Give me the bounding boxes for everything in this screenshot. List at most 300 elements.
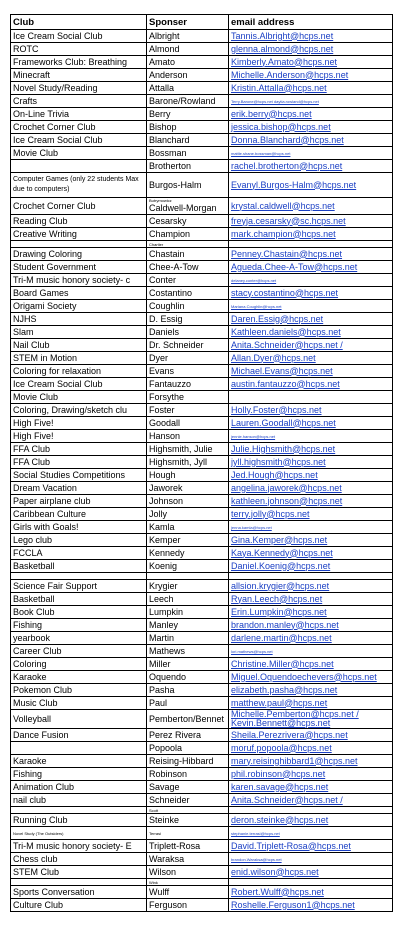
sponsor-name: Chastain xyxy=(149,248,185,259)
club-cell: Karaoke xyxy=(11,671,147,684)
email-link[interactable]: jyll.highsmith@hcps.net xyxy=(229,456,393,469)
sponsor-cell xyxy=(147,645,229,658)
sponsor-cell xyxy=(147,261,229,274)
email-link[interactable]: phil.robinson@hcps.net xyxy=(229,768,393,781)
sponsor-name: Anderson xyxy=(149,69,188,80)
table-row xyxy=(11,482,393,495)
club-cell: FFA Club xyxy=(11,456,147,469)
club-cell: Coloring xyxy=(11,658,147,671)
sponsor-name: Oquendo xyxy=(149,671,187,682)
sponsor-cell xyxy=(147,417,229,430)
sponsor-cell xyxy=(147,82,229,95)
sponsor-name: Berry xyxy=(149,108,171,119)
email-link[interactable]: David.Triplett-Rosa@hcps.net xyxy=(229,840,393,853)
table-row xyxy=(11,814,393,827)
sponsor-name: Pasha xyxy=(149,684,175,695)
email-link[interactable]: krystal.caldwell@hcps.net xyxy=(229,198,393,215)
sponsor-name: Pemberton/Bennet xyxy=(149,713,225,724)
club-cell: Slam xyxy=(11,326,147,339)
sponsor-name: Kennedy xyxy=(149,547,185,558)
sponsor-cell xyxy=(147,300,229,313)
table-row xyxy=(11,710,393,729)
club-cell: Coloring, Drawing/sketch clu xyxy=(11,404,147,417)
sponsor-cell xyxy=(147,807,229,814)
table-row xyxy=(11,794,393,807)
table-row xyxy=(11,899,393,912)
email-link[interactable]: karen.savage@hcps.net xyxy=(229,781,393,794)
sponsor-name: Leech xyxy=(149,593,174,604)
sponsor-name: Caldwell-Morgan xyxy=(149,203,217,213)
sponsor-cell xyxy=(147,215,229,228)
club-cell: Pokemon Club xyxy=(11,684,147,697)
sponsor-cell xyxy=(147,580,229,593)
table-row xyxy=(11,560,393,573)
sponsor-name: Costantino xyxy=(149,287,193,298)
sponsor-name: Daniels xyxy=(149,326,180,337)
email-link xyxy=(229,573,393,580)
club-cell: FFA Club xyxy=(11,443,147,456)
table-row xyxy=(11,469,393,482)
table-row xyxy=(11,742,393,755)
table-row xyxy=(11,300,393,313)
sponsor-cell xyxy=(147,482,229,495)
email-link[interactable]: Miguel.Oquendoechevers@hcps.net xyxy=(229,671,393,684)
sponsor-cell xyxy=(147,69,229,82)
sponsor-cell xyxy=(147,866,229,879)
sponsor-cell xyxy=(147,521,229,534)
table-row xyxy=(11,248,393,261)
sponsor-cell xyxy=(147,173,229,198)
email-link[interactable]: Agueda.Chee-A-Tow@hcps.net xyxy=(229,261,393,274)
club-sponsor-sheet xyxy=(10,14,392,912)
sponsor-name: Terrasi xyxy=(149,830,162,836)
table-row xyxy=(11,326,393,339)
sponsor-cell xyxy=(147,560,229,573)
sponsor-cell xyxy=(147,313,229,326)
sponsor-cell xyxy=(147,794,229,807)
email-link[interactable]: erik.berry@hcps.net xyxy=(229,108,393,121)
email-link xyxy=(229,807,393,814)
header-row xyxy=(11,15,393,30)
sponsor-name: Johnson xyxy=(149,495,184,506)
email-link[interactable] xyxy=(229,710,393,729)
email-link[interactable]: Gina.Kemper@hcps.net xyxy=(229,534,393,547)
sponsor-cell xyxy=(147,697,229,710)
club-cell: Chess club xyxy=(11,853,147,866)
club-cell: Board Games xyxy=(11,287,147,300)
sponsor-name: Steinke xyxy=(149,814,180,825)
email-link[interactable]: rachel.brotherton@hcps.net xyxy=(229,160,393,173)
club-cell xyxy=(11,160,147,173)
table-row xyxy=(11,108,393,121)
sponsor-cell xyxy=(147,30,229,43)
table-row xyxy=(11,684,393,697)
table-row xyxy=(11,160,393,173)
sponsor-cell xyxy=(147,671,229,684)
sponsor-cell xyxy=(147,365,229,378)
club-table xyxy=(10,14,393,912)
sponsor-cell xyxy=(147,547,229,560)
sponsor-name: Kamla xyxy=(149,521,175,532)
sponsor-note: Scott xyxy=(149,807,159,813)
sponsor-note: Butrymowicz xyxy=(149,198,172,203)
table-row xyxy=(11,147,393,160)
club-cell: Crochet Corner Club xyxy=(11,198,147,215)
table-row xyxy=(11,606,393,619)
table-row xyxy=(11,729,393,742)
sponsor-name: Wilson xyxy=(149,866,177,877)
email-link[interactable]: kathleen.johnson@hcps.net xyxy=(229,495,393,508)
email-link[interactable]: terry.jolly@hcps.net xyxy=(229,508,393,521)
club-cell: Basketball xyxy=(11,593,147,606)
sponsor-name: Evans xyxy=(149,365,175,376)
sponsor-name: Dr. Schneider xyxy=(149,339,204,350)
email-link[interactable]: Terry.Barone@hcps.net daytia.rowland@hcps.net xyxy=(229,95,393,108)
sponsor-name: Bishop xyxy=(149,121,177,132)
table-row xyxy=(11,121,393,134)
table-row xyxy=(11,95,393,108)
sponsor-cell xyxy=(147,378,229,391)
sponsor-note: Wink xyxy=(149,879,158,885)
email-link[interactable]: delaney.conter@hcps.net xyxy=(229,274,393,287)
sponsor-cell xyxy=(147,228,229,241)
sponsor-cell xyxy=(147,729,229,742)
sponsor-name: Coughlin xyxy=(149,300,185,311)
sponsor-name: Brotherton xyxy=(149,160,192,171)
sponsor-cell xyxy=(147,606,229,619)
sponsor-cell xyxy=(147,241,229,248)
club-cell: Ice Cream Social Club xyxy=(11,30,147,43)
email-link[interactable]: moruf.popoola@hcps.net xyxy=(229,742,393,755)
sponsor-name: D. Essig xyxy=(149,313,183,324)
club-cell: Drawing Coloring xyxy=(11,248,147,261)
sponsor-name: Amato xyxy=(149,56,176,67)
sponsor-cell xyxy=(147,404,229,417)
sponsor-cell xyxy=(147,768,229,781)
email-link[interactable]: brandon.Waraksa@hcps.net xyxy=(229,853,393,866)
table-row xyxy=(11,215,393,228)
club-cell: yearbook xyxy=(11,632,147,645)
table-row xyxy=(11,886,393,899)
table-row xyxy=(11,43,393,56)
sponsor-name: Perez Rivera xyxy=(149,729,202,740)
table-row xyxy=(11,339,393,352)
club-cell: Fishing xyxy=(11,768,147,781)
club-cell: Volleyball xyxy=(11,710,147,729)
sponsor-name: Waraksa xyxy=(149,853,185,864)
email-link[interactable]: Ryan.Leech@hcps.net xyxy=(229,593,393,606)
table-row xyxy=(11,697,393,710)
sponsor-name: Chee-A-Tow xyxy=(149,261,199,272)
table-row xyxy=(11,573,393,580)
club-cell: Origami Society xyxy=(11,300,147,313)
club-cell: Career Club xyxy=(11,645,147,658)
club-cell: Movie Club xyxy=(11,147,147,160)
club-cell: Movie Club xyxy=(11,391,147,404)
email-link[interactable]: Anita.Schneider@hcps.net / xyxy=(229,794,393,807)
table-row xyxy=(11,173,393,198)
sponsor-name: Mathews xyxy=(149,645,186,656)
email-link[interactable]: Kristin.Attalla@hcps.net xyxy=(229,82,393,95)
club-cell: Crafts xyxy=(11,95,147,108)
club-cell: Social Studies Competitions xyxy=(11,469,147,482)
sponsor-name: Bossman xyxy=(149,147,187,158)
sponsor-cell xyxy=(147,43,229,56)
club-cell: Caribbean Culture xyxy=(11,508,147,521)
email-link[interactable]: allsion.krygier@hcps.net xyxy=(229,580,393,593)
email-link-primary[interactable]: Michelle.Pemberton@hcps.net / xyxy=(231,709,359,719)
email-link[interactable]: jennie.hanson@hcps.net xyxy=(229,430,393,443)
table-body xyxy=(11,30,393,912)
sponsor-name: Cesarsky xyxy=(149,215,187,226)
table-row xyxy=(11,69,393,82)
club-cell: Ice Cream Social Club xyxy=(11,378,147,391)
table-row xyxy=(11,593,393,606)
sponsor-cell xyxy=(147,508,229,521)
sponsor-cell xyxy=(147,108,229,121)
table-row xyxy=(11,287,393,300)
sponsor-cell xyxy=(147,469,229,482)
email-link[interactable]: Evanyl.Burgos-Halm@hcps.net xyxy=(229,173,393,198)
table-row xyxy=(11,827,393,840)
email-link[interactable]: Penney.Chastain@hcps.net xyxy=(229,248,393,261)
sponsor-name: Albright xyxy=(149,30,180,41)
sponsor-name: Kemper xyxy=(149,534,181,545)
club-cell: Girls with Goals! xyxy=(11,521,147,534)
email-link[interactable]: Roshelle.Ferguson1@hcps.net xyxy=(229,899,393,912)
email-link[interactable]: Kimberly.Amato@hcps.net xyxy=(229,56,393,69)
club-cell: Coloring for relaxation xyxy=(11,365,147,378)
sponsor-name: Almond xyxy=(149,43,180,54)
table-row xyxy=(11,228,393,241)
table-row xyxy=(11,866,393,879)
email-link[interactable]: stacy.costantino@hcps.net xyxy=(229,287,393,300)
club-cell: On-Line Trivia xyxy=(11,108,147,121)
sponsor-name: Foster xyxy=(149,404,175,415)
email-link[interactable]: Erin.Lumpkin@hcps.net xyxy=(229,606,393,619)
sponsor-name: Koenig xyxy=(149,560,178,571)
club-cell: nail club xyxy=(11,794,147,807)
sponsor-cell xyxy=(147,198,229,215)
sponsor-cell xyxy=(147,287,229,300)
sponsor-cell xyxy=(147,56,229,69)
club-cell: Sports Conversation xyxy=(11,886,147,899)
sponsor-name: Highsmith, Jyll xyxy=(149,456,208,467)
email-link[interactable]: enid.wilson@hcps.net xyxy=(229,866,393,879)
email-link[interactable]: glenna.almond@hcps.net xyxy=(229,43,393,56)
sponsor-name: Wulff xyxy=(149,886,170,897)
sponsor-name: Dyer xyxy=(149,352,169,363)
sponsor-cell xyxy=(147,326,229,339)
sponsor-name: Krygier xyxy=(149,580,178,591)
email-link[interactable]: brandon.manley@hcps.net xyxy=(229,619,393,632)
club-cell: Ice Cream Social Club xyxy=(11,134,147,147)
email-link[interactable]: deron.steinke@hcps.net xyxy=(229,814,393,827)
email-link[interactable]: jessica.bishop@hcps.net xyxy=(229,121,393,134)
email-link[interactable]: Donna.Blanchard@hcps.net xyxy=(229,134,393,147)
sponsor-name: Savage xyxy=(149,781,180,792)
table-row xyxy=(11,781,393,794)
table-row xyxy=(11,241,393,248)
sponsor-name: Jolly xyxy=(149,508,168,519)
club-cell: Running Club xyxy=(11,814,147,827)
table-row xyxy=(11,198,393,215)
table-row xyxy=(11,404,393,417)
sponsor-name: Manley xyxy=(149,619,179,630)
email-link[interactable]: austin.fantauzzo@hcps.net xyxy=(229,378,393,391)
sponsor-cell xyxy=(147,781,229,794)
email-link[interactable]: mattie.shane.bossman@hcps.net xyxy=(229,147,393,160)
club-cell: High Five! xyxy=(11,430,147,443)
sponsor-cell xyxy=(147,339,229,352)
email-link-secondary[interactable]: Kevin.Bennett@hcps.net xyxy=(231,718,331,728)
club-cell: Lego club xyxy=(11,534,147,547)
sponsor-cell xyxy=(147,95,229,108)
email-link[interactable]: Daren.Essig@hcps.net xyxy=(229,313,393,326)
email-link xyxy=(229,241,393,248)
email-link[interactable]: Julie.Highsmith@hcps.net xyxy=(229,443,393,456)
sponsor-name: Highsmith, Julie xyxy=(149,443,213,454)
table-row xyxy=(11,508,393,521)
email-link[interactable]: Tannis.Albright@hcps.net xyxy=(229,30,393,43)
email-link[interactable]: Anita.Schneider@hcps.net / xyxy=(229,339,393,352)
sponsor-name: Burgos-Halm xyxy=(149,179,202,190)
email-link[interactable]: Allan.Dyer@hcps.net xyxy=(229,352,393,365)
table-row xyxy=(11,313,393,326)
email-link[interactable]: lori.mathews@hcps.net xyxy=(229,645,393,658)
email-link[interactable]: Daniel.Koenig@hcps.net xyxy=(229,560,393,573)
table-row xyxy=(11,853,393,866)
table-row xyxy=(11,30,393,43)
sponsor-cell xyxy=(147,391,229,404)
club-cell: Computer Games (only 22 students Max due to computers) xyxy=(11,173,147,198)
club-cell: FCCLA xyxy=(11,547,147,560)
email-link[interactable]: stephanie.terrasi@hcps.net xyxy=(229,827,393,840)
sponsor-cell xyxy=(147,827,229,840)
club-cell: Tri-M music honory society- c xyxy=(11,274,147,287)
sponsor-cell xyxy=(147,899,229,912)
email-link[interactable]: Michael.Evans@hcps.net xyxy=(229,365,393,378)
table-row xyxy=(11,274,393,287)
email-link[interactable]: jenna.kamla@hcps.net xyxy=(229,521,393,534)
sponsor-cell xyxy=(147,274,229,287)
sponsor-name: Champion xyxy=(149,228,191,239)
email-link[interactable]: Kathleen.daniels@hcps.net xyxy=(229,326,393,339)
sponsor-cell xyxy=(147,853,229,866)
email-link[interactable]: elizabeth.pasha@hcps.net xyxy=(229,684,393,697)
sponsor-cell xyxy=(147,134,229,147)
club-cell xyxy=(11,241,147,248)
club-cell: Animation Club xyxy=(11,781,147,794)
email-link[interactable]: Kaya.Kennedy@hcps.net xyxy=(229,547,393,560)
sponsor-cell xyxy=(147,742,229,755)
club-cell: Frameworks Club: Breathing xyxy=(11,56,147,69)
email-link[interactable]: Michelle.Anderson@hcps.net xyxy=(229,69,393,82)
table-row xyxy=(11,378,393,391)
club-cell: Science Fair Support xyxy=(11,580,147,593)
sponsor-cell xyxy=(147,710,229,729)
email-link[interactable]: freyja.cesarsky@sc.hcps.net xyxy=(229,215,393,228)
sponsor-name: Hanson xyxy=(149,430,181,441)
sponsor-name: Fantauzzo xyxy=(149,378,192,389)
table-row xyxy=(11,352,393,365)
sponsor-name: Reising-Hibbard xyxy=(149,755,214,766)
sponsor-name: Schneider xyxy=(149,794,190,805)
sponsor-cell xyxy=(147,632,229,645)
email-link[interactable]: mark.champion@hcps.net xyxy=(229,228,393,241)
sponsor-cell xyxy=(147,840,229,853)
club-cell: High Five! xyxy=(11,417,147,430)
email-link[interactable]: Sheila.Perezrivera@hcps.net xyxy=(229,729,393,742)
table-row xyxy=(11,56,393,69)
table-row xyxy=(11,534,393,547)
email-link xyxy=(229,879,393,886)
sponsor-name: Paul xyxy=(149,697,168,708)
club-cell: ROTC xyxy=(11,43,147,56)
email-link[interactable]: matthew.paul@hcps.net xyxy=(229,697,393,710)
club-cell: Fishing xyxy=(11,619,147,632)
sponsor-name: Miller xyxy=(149,658,171,669)
email-link[interactable]: mary.reisinghibbard1@hcps.net xyxy=(229,755,393,768)
sponsor-name: Ferguson xyxy=(149,899,188,910)
club-cell: Tri-M music honory society- E xyxy=(11,840,147,853)
club-column-header: Club xyxy=(11,15,147,30)
email-link[interactable]: Robert.Wulff@hcps.net xyxy=(229,886,393,899)
email-link[interactable]: Christine.Miller@hcps.net xyxy=(229,658,393,671)
table-row xyxy=(11,391,393,404)
email-link[interactable]: Jed.Hough@hcps.net xyxy=(229,469,393,482)
table-row xyxy=(11,495,393,508)
club-cell: NJHS xyxy=(11,313,147,326)
sponsor-cell xyxy=(147,755,229,768)
email-column-header: email address xyxy=(229,15,393,30)
table-row xyxy=(11,82,393,95)
club-cell xyxy=(11,573,147,580)
table-row xyxy=(11,645,393,658)
sponsor-name: Barone/Rowland xyxy=(149,95,216,106)
sponsor-cell xyxy=(147,456,229,469)
sponsor-name: Attalla xyxy=(149,82,175,93)
sponsor-cell xyxy=(147,430,229,443)
sponsor-name: Robinson xyxy=(149,768,188,779)
email-link xyxy=(229,391,393,404)
sponsor-name: Lumpkin xyxy=(149,606,184,617)
club-cell: Student Government xyxy=(11,261,147,274)
table-row xyxy=(11,879,393,886)
sponsor-cell xyxy=(147,160,229,173)
sponsor-cell xyxy=(147,248,229,261)
email-link[interactable]: angelina.jaworek@hcps.net xyxy=(229,482,393,495)
email-link[interactable]: Lauren.Goodall@hcps.net xyxy=(229,417,393,430)
email-link[interactable]: Holly.Foster@hcps.net xyxy=(229,404,393,417)
email-link[interactable]: darlene.martin@hcps.net xyxy=(229,632,393,645)
table-row xyxy=(11,658,393,671)
club-cell: Basketball xyxy=(11,560,147,573)
table-row xyxy=(11,365,393,378)
club-cell: Novel Study (The Outsiders) xyxy=(11,827,147,840)
sponsor-name: Forsythe xyxy=(149,391,185,402)
sponsor-name: Blanchard xyxy=(149,134,190,145)
sponsor-cell xyxy=(147,814,229,827)
club-cell: Culture Club xyxy=(11,899,147,912)
email-link[interactable]: Mariana.Coughlin@hcps.net xyxy=(229,300,393,313)
sponsor-cell xyxy=(147,147,229,160)
sponsor-name: Jaworek xyxy=(149,482,183,493)
sponsor-cell xyxy=(147,352,229,365)
table-row xyxy=(11,417,393,430)
table-row xyxy=(11,619,393,632)
club-cell xyxy=(11,742,147,755)
